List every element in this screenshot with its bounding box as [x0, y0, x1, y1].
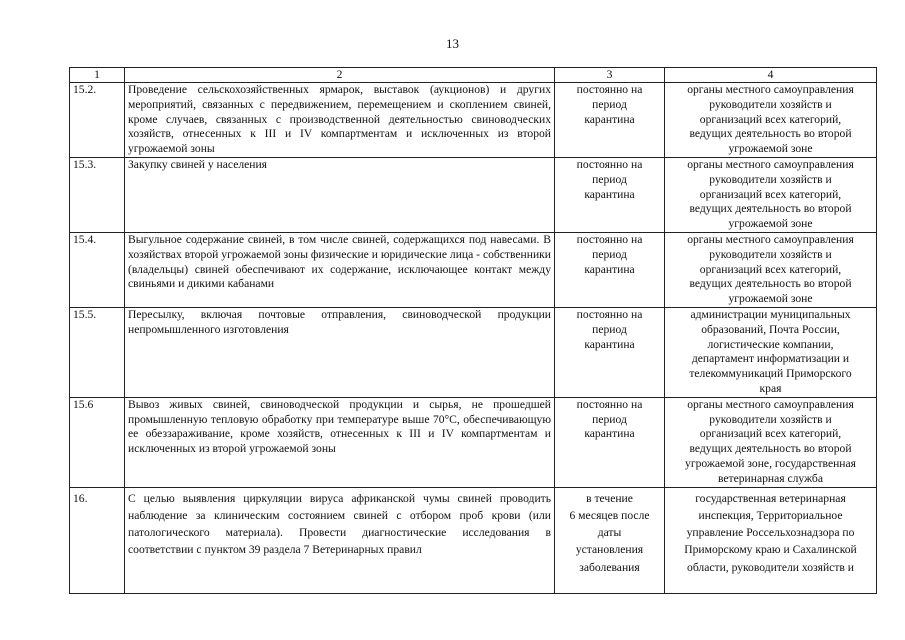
row-responsible: органы местного самоуправления руководители хозяйств и организаций всех категорий, ведущих деятельность во второй угрожаемой зоне, государственная ветеринарная служба: [665, 397, 877, 487]
table-row: [70, 397, 877, 487]
column-header-term: 3: [555, 68, 665, 83]
column-header-responsible: 4: [665, 68, 877, 83]
row-action: Выгульное содержание свиней, в том числе свиней, содержащихся под навесами. В хозяйствах второй угрожаемой зоны физические и юридические лица - собственники (владельцы) свиней обеспечивают их содержание, исключающее контакт между свиньями и дикими кабанами: [125, 232, 555, 307]
table-header-row: [70, 68, 877, 83]
row-term: в течение 6 месяцев после даты установления заболевания: [555, 487, 665, 593]
table-row: [70, 487, 877, 593]
row-number: 15.6: [70, 397, 125, 487]
row-responsible: органы местного самоуправления руководители хозяйств и организаций всех категорий, ведущих деятельность во второй угрожаемой зоне: [665, 83, 877, 158]
column-header-action: 2: [125, 68, 555, 83]
row-term: постоянно на период карантина: [555, 232, 665, 307]
row-number: 15.5.: [70, 307, 125, 397]
row-number: 15.2.: [70, 83, 125, 158]
table-row: [70, 232, 877, 307]
table-row: [70, 83, 877, 158]
row-action: Закупку свиней у населения: [125, 157, 555, 232]
row-term: постоянно на период карантина: [555, 157, 665, 232]
page-number: 13: [446, 36, 459, 51]
row-number: 15.4.: [70, 232, 125, 307]
measures-table: [69, 67, 877, 594]
row-term: постоянно на период карантина: [555, 307, 665, 397]
row-action: С целью выявления циркуляции вируса африканской чумы свиней проводить наблюдение за клиническим состоянием свиней с отбором проб крови (или патологического материала). Провести диагностические исследования в соответствии с пунктом 39 раздела 7 Ветеринарных правил: [125, 487, 555, 593]
row-number: 16.: [70, 487, 125, 593]
table-row: [70, 307, 877, 397]
table-row: [70, 157, 877, 232]
row-action: Проведение сельскохозяйственных ярмарок, выставок (аукционов) и других мероприятий, связанных с передвижением, перемещением и скоплением свиней, кроме случаев, связанных с производственной деятельностью свиноводческих хозяйств, отнесенных к III и IV компартментам и исключенных из второй угрожаемой зоны: [125, 83, 555, 158]
row-action: Вывоз живых свиней, свиноводческой продукции и сырья, не прошедшей промышленную тепловую обработку при температуре выше 70°С, обеспечивающую ее обеззараживание, кроме хозяйств, отнесенных к III и IV компартментам и исключенных из второй угрожаемой зоны: [125, 397, 555, 487]
row-term: постоянно на период карантина: [555, 83, 665, 158]
row-number: 15.3.: [70, 157, 125, 232]
row-term: постоянно на период карантина: [555, 397, 665, 487]
row-responsible: органы местного самоуправления руководители хозяйств и организаций всех категорий, ведущих деятельность во второй угрожаемой зоне: [665, 232, 877, 307]
row-action: Пересылку, включая почтовые отправления, свиноводческой продукции непромышленного изготовления: [125, 307, 555, 397]
row-responsible: администрации муниципальных образований, Почта России, логистические компании, департамент информатизации и телекоммуникаций Приморского края: [665, 307, 877, 397]
column-header-num: 1: [70, 68, 125, 83]
row-responsible: государственная ветеринарная инспекция, Территориальное управление Россельхознадзора по Приморскому краю и Сахалинской области, руководители хозяйств и: [665, 487, 877, 593]
row-responsible: органы местного самоуправления руководители хозяйств и организаций всех категорий, ведущих деятельность во второй угрожаемой зоне: [665, 157, 877, 232]
